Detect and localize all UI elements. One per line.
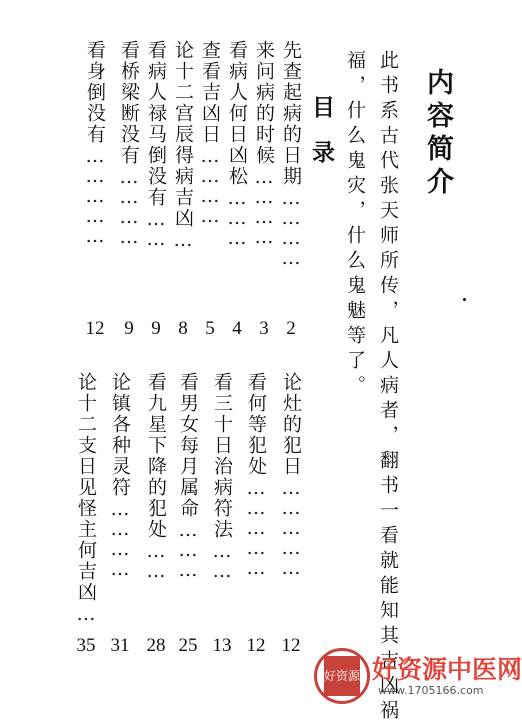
toc-entry-label: 看身倒没有 xyxy=(84,40,106,145)
toc-page-number: 28 xyxy=(146,635,166,656)
toc-page-number: 12 xyxy=(246,635,266,656)
toc-entry-label: 看桥梁断没有 xyxy=(118,40,140,166)
toc-page-number: 12 xyxy=(281,635,301,656)
toc-entry xyxy=(246,372,265,577)
toc-entry xyxy=(110,372,129,578)
toc-page-number: 4 xyxy=(232,318,242,339)
toc-page-number: 12 xyxy=(85,318,105,339)
toc-page-number: 9 xyxy=(151,318,161,339)
toc-leader: ……… xyxy=(226,187,248,247)
toc-leader: ………… xyxy=(199,145,221,225)
toc-entry xyxy=(178,372,197,579)
toc-entry-label: 来问病的时候 xyxy=(253,40,275,166)
watermark-seal xyxy=(314,648,370,704)
toc-entry-label: 看九星下降的犯处 xyxy=(145,372,167,540)
toc-entry xyxy=(76,372,95,623)
watermark-url: www.1705166.com xyxy=(378,684,484,697)
intro-text-column-1: 此书系古代张天师所传，凡人病者，翻书一看就能知其吉凶祸 xyxy=(377,50,399,725)
toc-leader: …………… xyxy=(245,477,267,577)
toc-entry-label: 看病人何日凶松 xyxy=(226,40,248,187)
toc-entry xyxy=(200,40,219,225)
toc-entry xyxy=(173,40,192,249)
watermark-brand: 好资源中医网 xyxy=(372,655,522,684)
toc-leader: ……… xyxy=(177,519,199,579)
toc-leader: … xyxy=(172,229,194,249)
toc-page-number: 13 xyxy=(212,635,232,656)
toc-page-number: 9 xyxy=(124,318,134,339)
toc-entry-label: 看何等犯处 xyxy=(245,372,267,477)
toc-leader: …………… xyxy=(280,477,302,577)
toc-entry-label: 论镇各种灵符 xyxy=(109,372,131,498)
toc-entry-label: 论十二宫辰得病吉凶 xyxy=(172,40,194,229)
toc-entry-label: 论十二支日见怪主何吉凶 xyxy=(75,372,97,603)
toc-entry xyxy=(254,40,273,246)
toc-leader: ………… xyxy=(118,166,140,246)
toc-leader: ………… xyxy=(109,498,131,578)
intro-text-column-2: 福，什么鬼灾，什么鬼魅等了。 xyxy=(344,50,366,400)
toc-entry-label: 看病人禄马倒没有 xyxy=(145,40,167,208)
toc-page-number: 8 xyxy=(178,318,188,339)
toc-entry xyxy=(227,40,246,247)
toc-page-number: 25 xyxy=(178,635,198,656)
toc-entry-label: 看男女每月属命 xyxy=(177,372,199,519)
toc-page-number: 31 xyxy=(110,635,130,656)
toc-leader: …… xyxy=(211,540,233,580)
toc-page-number: 35 xyxy=(76,635,96,656)
toc-entry xyxy=(146,40,165,248)
toc-leader: … xyxy=(75,603,97,623)
intro-title: 内容简介 xyxy=(422,68,453,200)
seal-text: 好资源 xyxy=(324,656,360,696)
toc-leader: …………… xyxy=(84,145,106,245)
toc-page-number: 2 xyxy=(286,318,296,339)
toc-leader: ………… xyxy=(280,187,302,267)
toc-entry xyxy=(212,372,231,580)
toc-entry-label: 查看吉凶日 xyxy=(199,40,221,145)
toc-entry-label: 论灶的犯日 xyxy=(280,372,302,477)
toc-entry xyxy=(119,40,138,246)
toc-page-number: 5 xyxy=(205,318,215,339)
toc-title: 目录 xyxy=(308,95,335,185)
toc-entry xyxy=(85,40,104,245)
toc-entry xyxy=(281,372,300,577)
toc-page-number: 3 xyxy=(259,318,269,339)
toc-leader: …… xyxy=(145,540,167,580)
toc-leader: ………… xyxy=(253,166,275,246)
toc-entry-label: 先查起病的日期 xyxy=(280,40,302,187)
ink-dot xyxy=(463,298,466,301)
toc-entry-label: 看三十日治病符法 xyxy=(211,372,233,540)
toc-entry xyxy=(281,40,300,267)
toc-leader: …… xyxy=(145,208,167,248)
toc-entry xyxy=(146,372,165,580)
